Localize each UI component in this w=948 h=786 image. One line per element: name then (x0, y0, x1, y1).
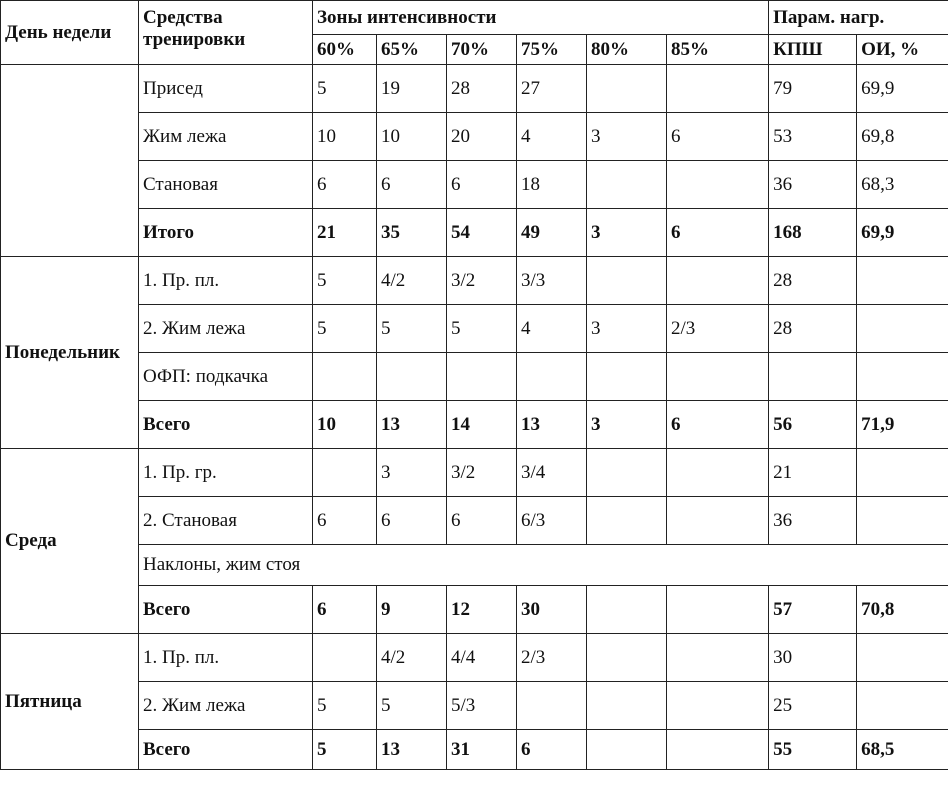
zone-value-cell: 35 (377, 209, 447, 257)
param-value-cell: 68,3 (857, 161, 948, 209)
zone-value-cell: 19 (377, 65, 447, 113)
param-value-cell: 168 (769, 209, 857, 257)
zone-value-cell: 10 (377, 113, 447, 161)
zone-value-cell: 6 (667, 113, 769, 161)
zone-value-cell: 10 (313, 113, 377, 161)
header-zone-2: 70% (447, 35, 517, 65)
table-row (1, 257, 948, 305)
zone-value-cell: 13 (377, 401, 447, 449)
header-param-0: КПШ (769, 35, 857, 65)
exercise-cell: Наклоны, жим стоя (139, 545, 948, 586)
zone-value-cell (587, 497, 667, 545)
zone-value-cell: 9 (377, 586, 447, 634)
zone-value-cell (667, 257, 769, 305)
table-row (1, 65, 948, 113)
zone-value-cell (587, 353, 667, 401)
param-value-cell: 79 (769, 65, 857, 113)
exercise-cell: 2. Становая (139, 497, 313, 545)
param-value-cell (857, 634, 948, 682)
exercise-cell: Становая (139, 161, 313, 209)
header-zone-4: 80% (587, 35, 667, 65)
zone-value-cell: 28 (447, 65, 517, 113)
table-row (1, 161, 948, 209)
table-row (1, 113, 948, 161)
zone-value-cell: 13 (517, 401, 587, 449)
zone-value-cell (667, 634, 769, 682)
zone-value-cell: 4/4 (447, 634, 517, 682)
zone-value-cell: 5 (447, 305, 517, 353)
zone-value-cell: 6 (447, 497, 517, 545)
zone-value-cell: 6 (313, 161, 377, 209)
zone-value-cell: 31 (447, 730, 517, 770)
zone-value-cell: 5 (313, 730, 377, 770)
table-row (1, 730, 948, 770)
header-zone-3: 75% (517, 35, 587, 65)
zone-value-cell (667, 65, 769, 113)
table-row (1, 353, 948, 401)
zone-value-cell (587, 730, 667, 770)
zone-value-cell: 2/3 (667, 305, 769, 353)
zone-value-cell (313, 353, 377, 401)
param-value-cell: 36 (769, 161, 857, 209)
zone-value-cell: 3 (377, 449, 447, 497)
zone-value-cell (313, 634, 377, 682)
zone-value-cell: 3 (587, 401, 667, 449)
zone-value-cell: 4/2 (377, 634, 447, 682)
header-day: День недели (1, 1, 139, 65)
param-value-cell: 30 (769, 634, 857, 682)
param-value-cell: 55 (769, 730, 857, 770)
zone-value-cell (667, 161, 769, 209)
param-value-cell: 69,8 (857, 113, 948, 161)
param-value-cell: 21 (769, 449, 857, 497)
zone-value-cell (667, 682, 769, 730)
zone-value-cell: 5 (313, 682, 377, 730)
zone-value-cell: 13 (377, 730, 447, 770)
param-value-cell: 56 (769, 401, 857, 449)
exercise-cell: 1. Пр. гр. (139, 449, 313, 497)
zone-value-cell: 12 (447, 586, 517, 634)
zone-value-cell: 2/3 (517, 634, 587, 682)
zone-value-cell (517, 353, 587, 401)
param-value-cell: 25 (769, 682, 857, 730)
table-row (1, 586, 948, 634)
zone-value-cell: 3 (587, 305, 667, 353)
zone-value-cell: 4/2 (377, 257, 447, 305)
zone-value-cell (667, 449, 769, 497)
param-value-cell (857, 449, 948, 497)
zone-value-cell (313, 449, 377, 497)
zone-value-cell: 6 (377, 497, 447, 545)
zone-value-cell (377, 353, 447, 401)
zone-value-cell: 18 (517, 161, 587, 209)
table-row (1, 401, 948, 449)
exercise-cell: Всего (139, 401, 313, 449)
exercise-cell: Жим лежа (139, 113, 313, 161)
param-value-cell (857, 353, 948, 401)
zone-value-cell: 20 (447, 113, 517, 161)
zone-value-cell: 5 (377, 682, 447, 730)
zone-value-cell: 5 (313, 305, 377, 353)
zone-value-cell: 5 (313, 65, 377, 113)
exercise-cell: 1. Пр. пл. (139, 634, 313, 682)
param-value-cell: 69,9 (857, 209, 948, 257)
param-value-cell (857, 257, 948, 305)
zone-value-cell: 30 (517, 586, 587, 634)
table-row (1, 209, 948, 257)
zone-value-cell (587, 257, 667, 305)
zone-value-cell: 49 (517, 209, 587, 257)
param-value-cell: 71,9 (857, 401, 948, 449)
zone-value-cell (667, 497, 769, 545)
zone-value-cell (667, 353, 769, 401)
table-row (1, 497, 948, 545)
param-value-cell (769, 353, 857, 401)
zone-value-cell (587, 449, 667, 497)
param-value-cell: 28 (769, 305, 857, 353)
param-value-cell: 57 (769, 586, 857, 634)
zone-value-cell: 6 (517, 730, 587, 770)
zone-value-cell: 6 (667, 209, 769, 257)
param-value-cell: 28 (769, 257, 857, 305)
zone-value-cell: 21 (313, 209, 377, 257)
day-cell: Среда (1, 449, 139, 634)
exercise-cell: Итого (139, 209, 313, 257)
zone-value-cell: 3 (587, 113, 667, 161)
zone-value-cell (587, 682, 667, 730)
header-zone-0: 60% (313, 35, 377, 65)
day-cell: Пятница (1, 634, 139, 770)
exercise-cell: Присед (139, 65, 313, 113)
param-value-cell (857, 497, 948, 545)
zone-value-cell: 6/3 (517, 497, 587, 545)
table-row (1, 305, 948, 353)
zone-value-cell: 6 (667, 401, 769, 449)
zone-value-cell (667, 586, 769, 634)
zone-value-cell: 5/3 (447, 682, 517, 730)
zone-value-cell: 3/3 (517, 257, 587, 305)
exercise-cell: 2. Жим лежа (139, 305, 313, 353)
zone-value-cell: 3/4 (517, 449, 587, 497)
zone-value-cell: 6 (377, 161, 447, 209)
zone-value-cell (587, 161, 667, 209)
zone-value-cell (587, 634, 667, 682)
header-params: Парам. нагр. (769, 1, 948, 35)
exercise-cell: 2. Жим лежа (139, 682, 313, 730)
zone-value-cell: 54 (447, 209, 517, 257)
table-row (1, 545, 948, 586)
zone-value-cell: 3 (587, 209, 667, 257)
header-zone-1: 65% (377, 35, 447, 65)
zone-value-cell: 4 (517, 305, 587, 353)
exercise-cell: ОФП: подкачка (139, 353, 313, 401)
table-row (1, 634, 948, 682)
zone-value-cell: 3/2 (447, 257, 517, 305)
zone-value-cell (587, 586, 667, 634)
zone-value-cell: 14 (447, 401, 517, 449)
param-value-cell (857, 305, 948, 353)
zone-value-cell (667, 730, 769, 770)
exercise-cell: 1. Пр. пл. (139, 257, 313, 305)
day-cell: Понедельник (1, 257, 139, 449)
header-zones: Зоны интенсивности (313, 1, 769, 35)
zone-value-cell (587, 65, 667, 113)
zone-value-cell: 6 (313, 586, 377, 634)
zone-value-cell: 6 (313, 497, 377, 545)
table-row (1, 682, 948, 730)
zone-value-cell: 27 (517, 65, 587, 113)
zone-value-cell: 4 (517, 113, 587, 161)
header-param-1: ОИ, % (857, 35, 948, 65)
param-value-cell: 69,9 (857, 65, 948, 113)
zone-value-cell (517, 682, 587, 730)
zone-value-cell: 5 (377, 305, 447, 353)
day-cell (1, 65, 139, 257)
header-means: Средства тренировки (139, 1, 313, 65)
param-value-cell (857, 682, 948, 730)
header-zone-5: 85% (667, 35, 769, 65)
param-value-cell: 70,8 (857, 586, 948, 634)
zone-value-cell: 6 (447, 161, 517, 209)
zone-value-cell: 5 (313, 257, 377, 305)
param-value-cell: 36 (769, 497, 857, 545)
exercise-cell: Всего (139, 730, 313, 770)
param-value-cell: 53 (769, 113, 857, 161)
table-row (1, 449, 948, 497)
exercise-cell: Всего (139, 586, 313, 634)
zone-value-cell (447, 353, 517, 401)
zone-value-cell: 3/2 (447, 449, 517, 497)
zone-value-cell: 10 (313, 401, 377, 449)
param-value-cell: 68,5 (857, 730, 948, 770)
